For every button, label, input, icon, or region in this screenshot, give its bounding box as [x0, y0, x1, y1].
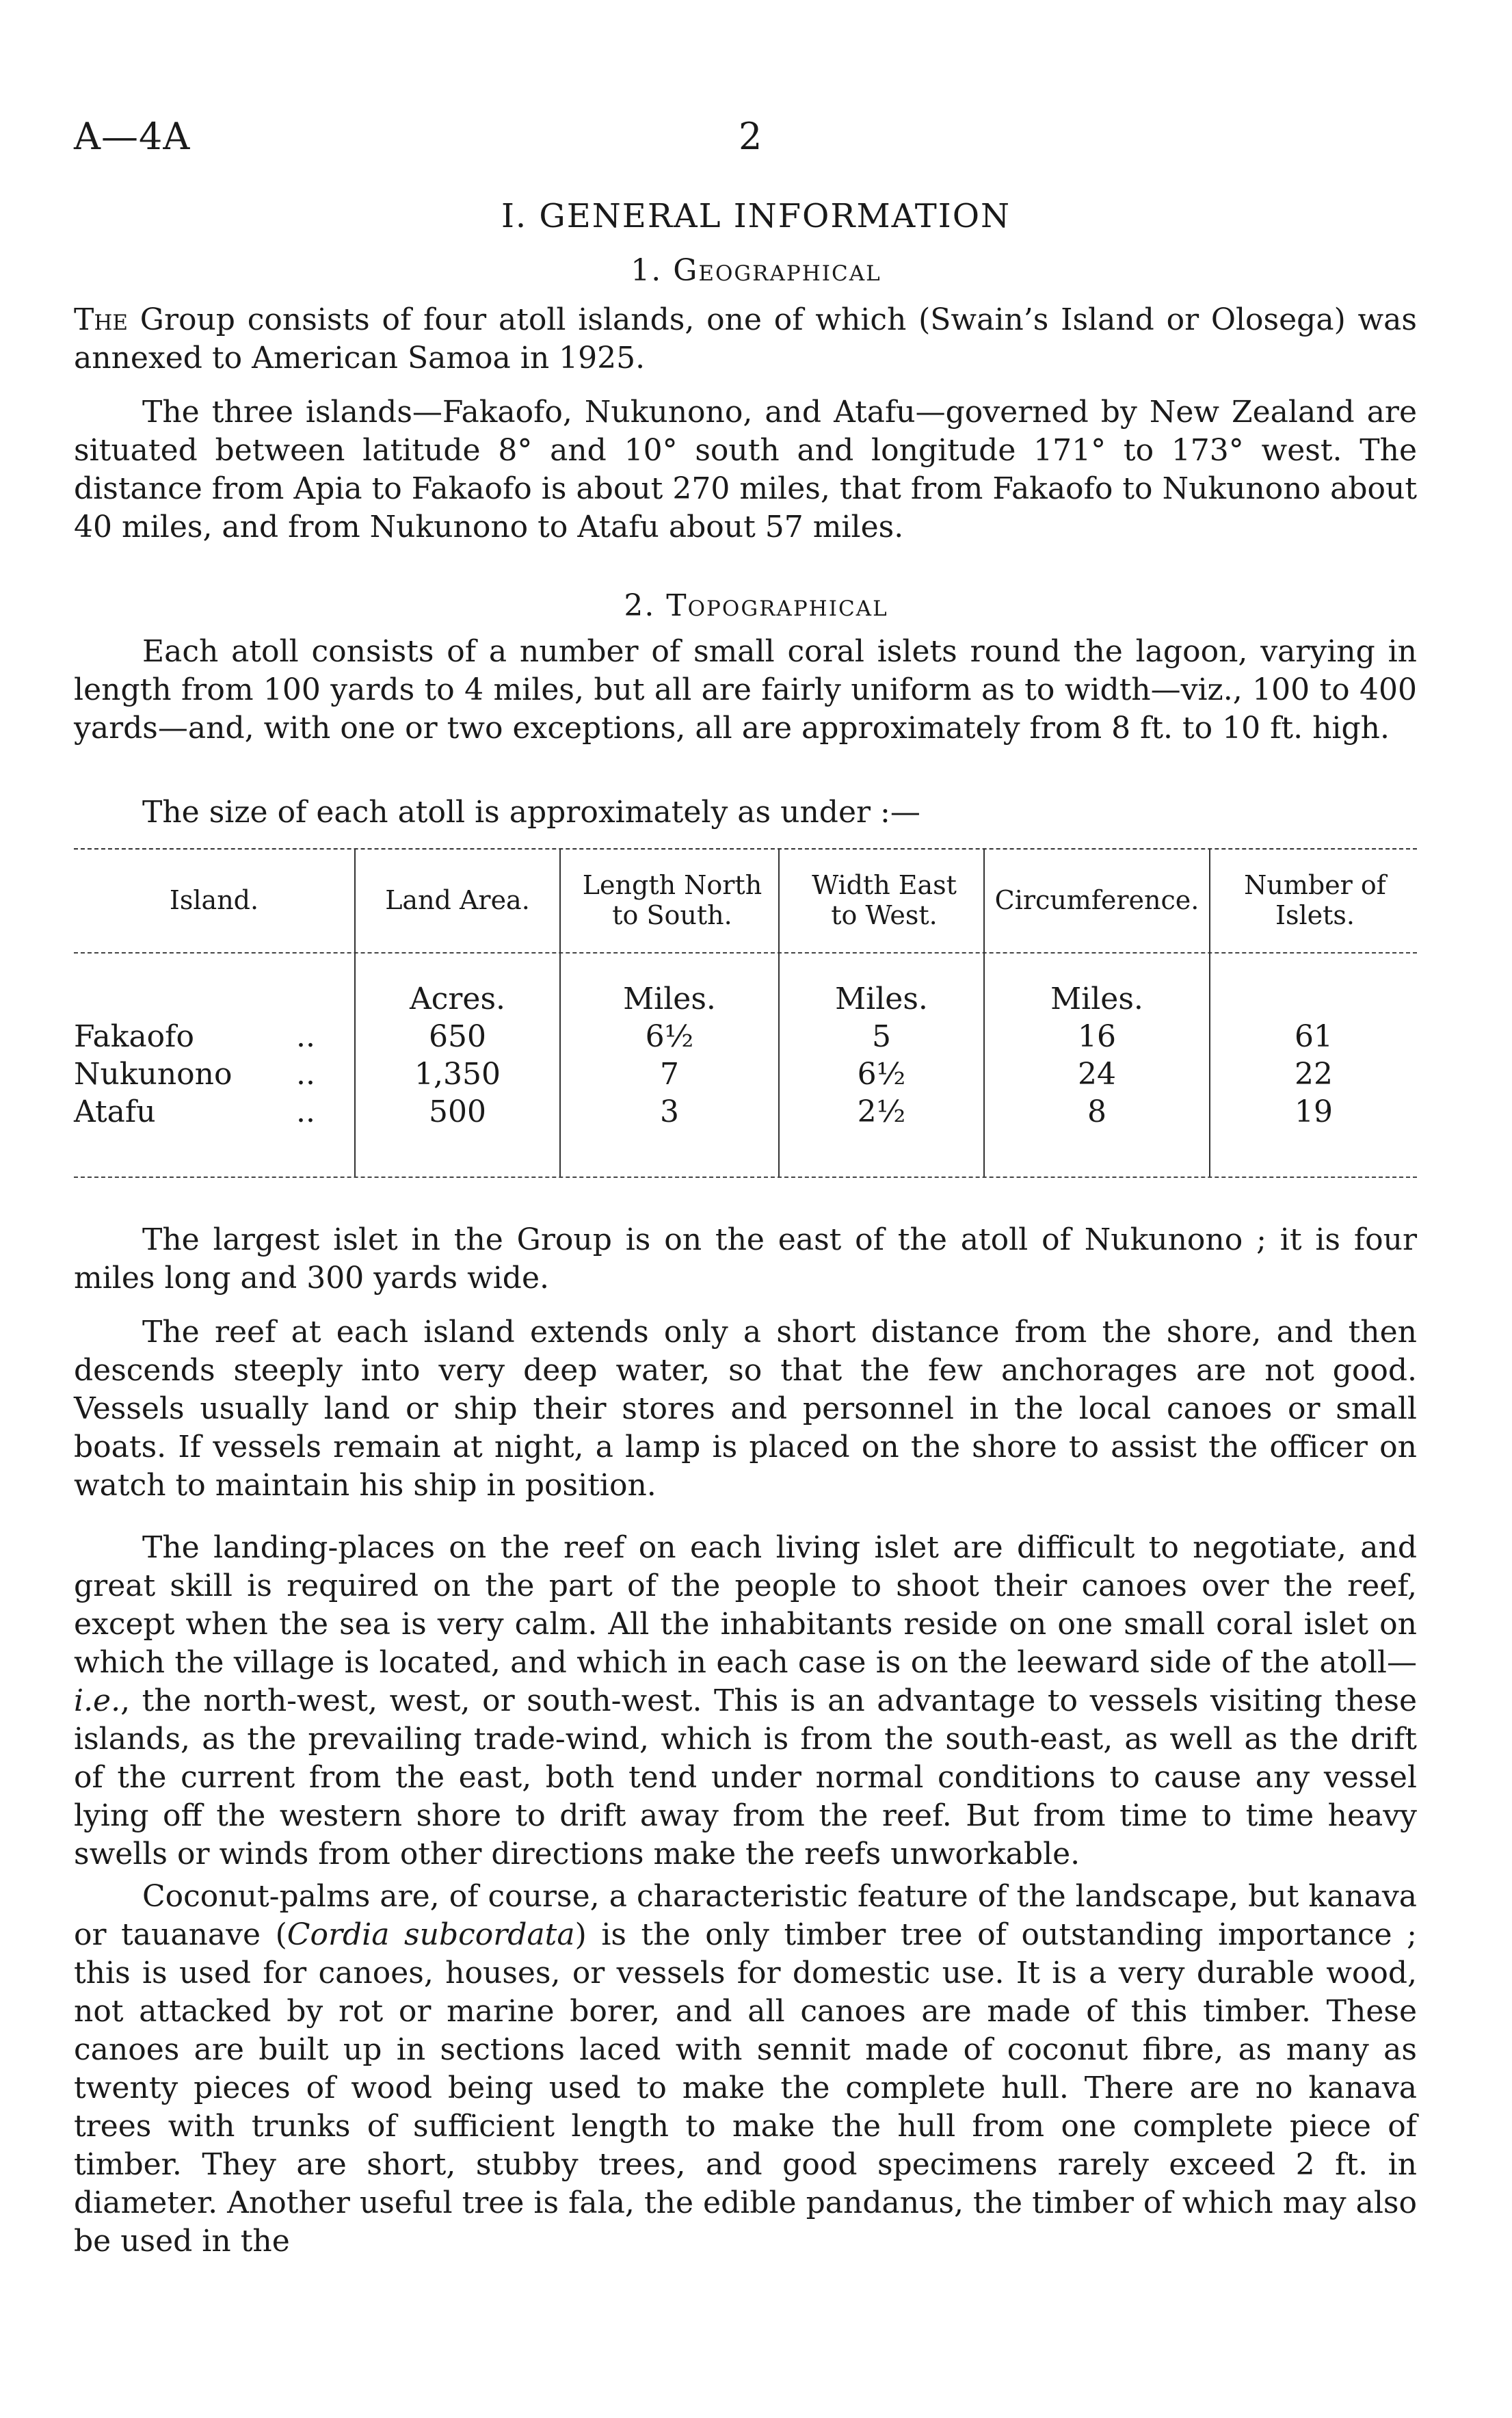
largest-islet-paragraph: The largest islet in the Group is on the east of the atoll of Nukunono ; it is four miles long and 300 yards wide.	[74, 1222, 1417, 1296]
table-row-width: 5	[872, 1019, 891, 1054]
table-row-length: 7	[660, 1057, 679, 1092]
document-code: A—4A	[74, 115, 191, 158]
table-row-land-area: 1,350	[414, 1057, 501, 1092]
table-row-island: Nukunono	[74, 1057, 233, 1092]
table-row-islets: 22	[1295, 1057, 1333, 1092]
table-bottom-rule	[74, 1177, 1417, 1178]
table-row-circumference: 24	[1078, 1057, 1116, 1092]
table-header-rule	[74, 952, 1417, 954]
leader-dots: ..	[296, 1094, 315, 1129]
atoll-size-table	[74, 848, 1417, 1190]
landing-ie: i.e.	[74, 1683, 121, 1718]
leader-dots: ..	[296, 1057, 315, 1092]
geographical-paragraph-2: The three islands—Fakaofo, Nukunono, and Atafu—governed by New Zealand are situated between latitude 8° and 10° south and longitude 171° to 173° west. The distance from Apia to Fakaofo is about 270 miles, that from Fakaofo to Nukunono about 40 miles, and from Nukunono to Atafu about 57 miles.	[74, 395, 1417, 544]
table-row-islets: 19	[1295, 1094, 1333, 1129]
landing-text-b: , the north-west, west, or south-west. This is an advantage to vessels visiting these islands, as the prevailing trade-wind, which is from the south-east, as well as the drift of the current from the east, both tend under normal conditions to cause any vessel lying off the western shore to drift away from the reef. But from time to time heavy swells or winds from other directions make the reefs unworkable.	[74, 1683, 1417, 1871]
header-width: Width East to West.	[812, 870, 957, 930]
header-island: Island.	[169, 885, 259, 915]
header-islets: Number of Islets.	[1244, 870, 1386, 930]
page-number: 2	[739, 115, 762, 158]
table-row-island: Fakaofo	[74, 1019, 194, 1054]
geographical-heading: 1. Geographical	[631, 253, 881, 288]
unit-length: Miles.	[623, 982, 716, 1016]
coconut-text-b: ) is the only timber tree of outstanding importance ; this is used for canoes, houses, or vessels for domestic use. It is a very durable wood, not attacked by rot or marine borer, and all canoes are made of this timber. These canoes are built up in sections laced with sennit made of coconut fibre, as many as twenty pieces of wood being used to make the complete hull. There are no kanava trees with trunks of sufficient length to make the hull from one complete piece of timber. They are short, stubby trees, and good specimens rarely exceed 2 ft. in diameter. Another useful tree is fala, the edible pandanus, the timber of which may also be used in the	[74, 1917, 1417, 2259]
header-length: Length North to South.	[582, 870, 762, 930]
table-row-land-area: 650	[429, 1019, 486, 1054]
table-row-land-area: 500	[429, 1094, 486, 1129]
scientific-name: Cordia subcordata	[287, 1917, 575, 1952]
table-row-islets: 61	[1295, 1019, 1333, 1054]
leader-dots: ..	[296, 1019, 315, 1054]
topographical-heading: 2. Topographical	[624, 588, 888, 623]
lead-word: The	[74, 302, 129, 337]
table-row-length: 3	[660, 1094, 679, 1129]
landing-places-paragraph	[74, 1529, 1417, 1874]
section-title: I. GENERAL INFORMATION	[501, 197, 1011, 235]
geographical-paragraph-1-text: Group consists of four atoll islands, one of which (Swain’s Island or Olosega) was annexed to American Samoa in 1925.	[74, 302, 1417, 376]
table-row-width: 6½	[857, 1057, 906, 1092]
coconut-text-a: Coconut-palms are, of course, a characteristic feature of the landscape, but kanava or tauanave (	[74, 1879, 1417, 1952]
table-row-width: 2½	[857, 1094, 906, 1129]
table-row-length: 6½	[645, 1019, 694, 1054]
coconut-palms-paragraph	[74, 1878, 1417, 2261]
topographical-paragraph-1: Each atoll consists of a number of small coral islets round the lagoon, varying in length from 100 yards to 4 miles, but all are fairly uniform as to width—viz., 100 to 400 yards—and, with one or two exceptions, all are approximately from 8 ft. to 10 ft. high.	[74, 634, 1417, 746]
unit-circumference: Miles.	[1050, 982, 1143, 1016]
topographical-paragraph-2: The size of each atoll is approximately as under :—	[142, 795, 920, 830]
header-land-area: Land Area.	[385, 885, 530, 915]
header-circumference: Circumference.	[994, 885, 1199, 915]
unit-land-area: Acres.	[409, 982, 506, 1016]
table-row-circumference: 16	[1078, 1019, 1116, 1054]
unit-width: Miles.	[835, 982, 928, 1016]
landing-text-a: The landing-places on the reef on each living islet are difficult to negotiate, and great skill is required on the part of the people to shoot their canoes over the reef, except when the sea is very calm. All the inhabitants reside on one small coral islet on which the village is located, and which in each case is on the leeward side of the atoll—	[74, 1530, 1417, 1680]
reef-paragraph: The reef at each island extends only a short distance from the shore, and then descends steeply into very deep water, so that the few anchorages are not good. Vessels usually land or ship their stores and personnel in the local canoes or small boats. If vessels remain at night, a lamp is placed on the shore to assist the officer on watch to maintain his ship in position.	[74, 1315, 1417, 1503]
geographical-paragraph-1	[74, 301, 1417, 378]
table-row-circumference: 8	[1087, 1094, 1106, 1129]
table-row-island: Atafu	[74, 1094, 156, 1129]
